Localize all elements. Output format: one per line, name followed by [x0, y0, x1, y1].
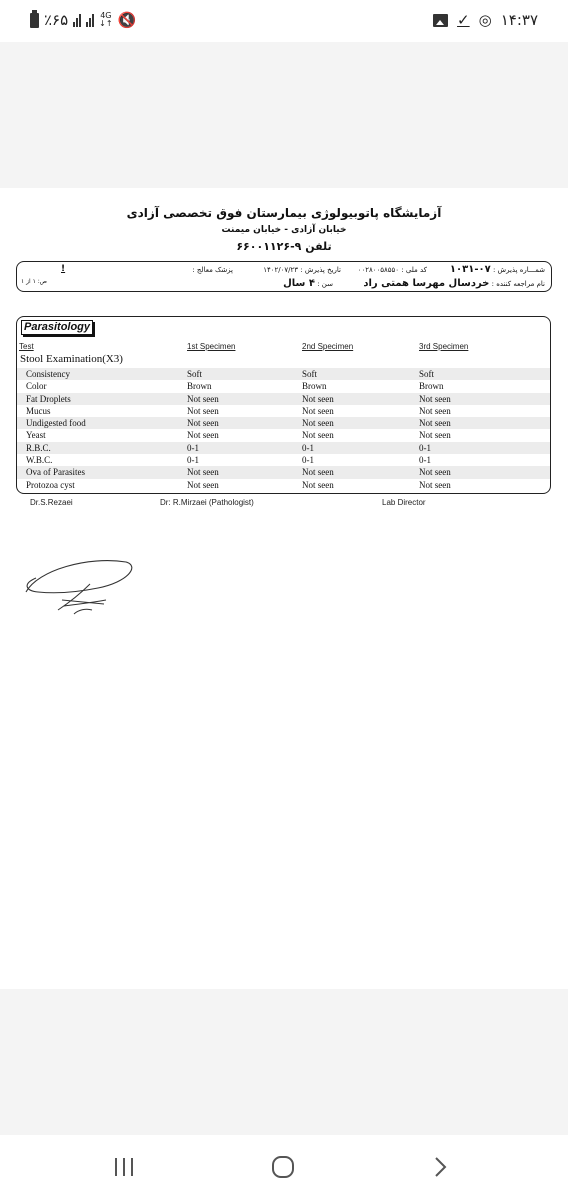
- download-done-icon: ✓: [457, 11, 470, 29]
- table-row: Protozoa cyst Not seen Not seen Not seen: [26, 479, 451, 490]
- table-row: Ova of Parasites Not seen Not seen Not seen: [17, 466, 550, 478]
- national-id: کد ملی : ۰۰۲۸۰۰۵۸۵۵۰: [357, 266, 427, 274]
- table-row: Color Brown Brown Brown: [26, 381, 444, 392]
- table-row: Undigested food Not seen Not seen Not seen: [17, 417, 550, 429]
- table-row: Yeast Not seen Not seen Not seen: [26, 430, 451, 441]
- whatsapp-icon: ◎: [478, 11, 492, 29]
- patient-age: سن : ۴ سال: [283, 278, 333, 289]
- table-row: Fat Droplets Not seen Not seen Not seen: [17, 393, 550, 405]
- image-icon: [433, 14, 448, 27]
- section-title: Parasitology: [21, 320, 93, 335]
- signature-name-3: Lab Director: [382, 498, 426, 507]
- results-box: [16, 316, 551, 494]
- signature-name-2: Dr: R.Mirzaei (Pathologist): [160, 498, 254, 507]
- home-icon[interactable]: [270, 1155, 296, 1179]
- handwritten-signature: [18, 548, 138, 620]
- lab-phone: تلفن ۹-۶۶۰۰۱۱۲۶: [236, 240, 332, 253]
- status-right: [433, 11, 538, 29]
- table-row: R.B.C. 0-1 0-1 0-1: [17, 442, 550, 454]
- recent-apps-icon[interactable]: [113, 1157, 135, 1177]
- status-bar: [0, 0, 568, 42]
- table-row: Mucus Not seen Not seen Not seen: [26, 405, 451, 416]
- column-header-test: Test: [19, 342, 34, 351]
- mute-icon: 🔇: [117, 11, 137, 29]
- patient-name: نام مراجعه کننده : خردسال مهرسا همتی راد: [363, 278, 545, 289]
- lab-report-page: [0, 188, 568, 989]
- table-row: W.B.C. 0-1 0-1 0-1: [26, 455, 431, 466]
- clock-time: ۱۴:۳۷: [500, 11, 538, 29]
- signal-icon: [73, 13, 81, 27]
- results-table: [17, 368, 550, 491]
- lab-name: آزمایشگاه پاتوبیولوژی بیمارستان فوق تخصصی آزادی: [126, 206, 442, 220]
- group-title: Stool Examination(X3): [20, 353, 123, 365]
- page-number: ص: ۱ از ۱: [21, 278, 48, 285]
- back-icon[interactable]: [432, 1156, 448, 1178]
- status-left: [30, 11, 136, 29]
- signature-name-1: Dr.S.Rezaei: [30, 498, 73, 507]
- patient-info-box: [16, 261, 552, 292]
- column-header-specimen-3: 3rd Specimen: [419, 342, 469, 351]
- lab-address: خیابان آزادی - خیابان میمنت: [221, 225, 347, 235]
- signal-icon-2: [86, 13, 94, 27]
- battery-icon: [30, 13, 39, 28]
- navigation-bar: [0, 1135, 568, 1200]
- viewer-background-bottom: [0, 989, 568, 1135]
- battery-percent: ٪۶۵: [44, 11, 69, 29]
- admission-number: شمـــاره پذیرش : ۰۷-۱۰۳۱: [449, 264, 545, 275]
- network-type: 4G ↓↑: [99, 11, 113, 28]
- flag-mark: !: [61, 264, 66, 274]
- admission-date: تاریخ پذیرش : ۱۴۰۲/۰۷/۲۳: [263, 266, 341, 274]
- physician: پزشک معالج :: [192, 266, 233, 274]
- column-header-specimen-2: 2nd Specimen: [302, 342, 354, 351]
- viewer-background-top: [0, 42, 568, 188]
- column-header-specimen-1: 1st Specimen: [187, 342, 236, 351]
- table-row: Consistency Soft Soft Soft: [17, 368, 550, 380]
